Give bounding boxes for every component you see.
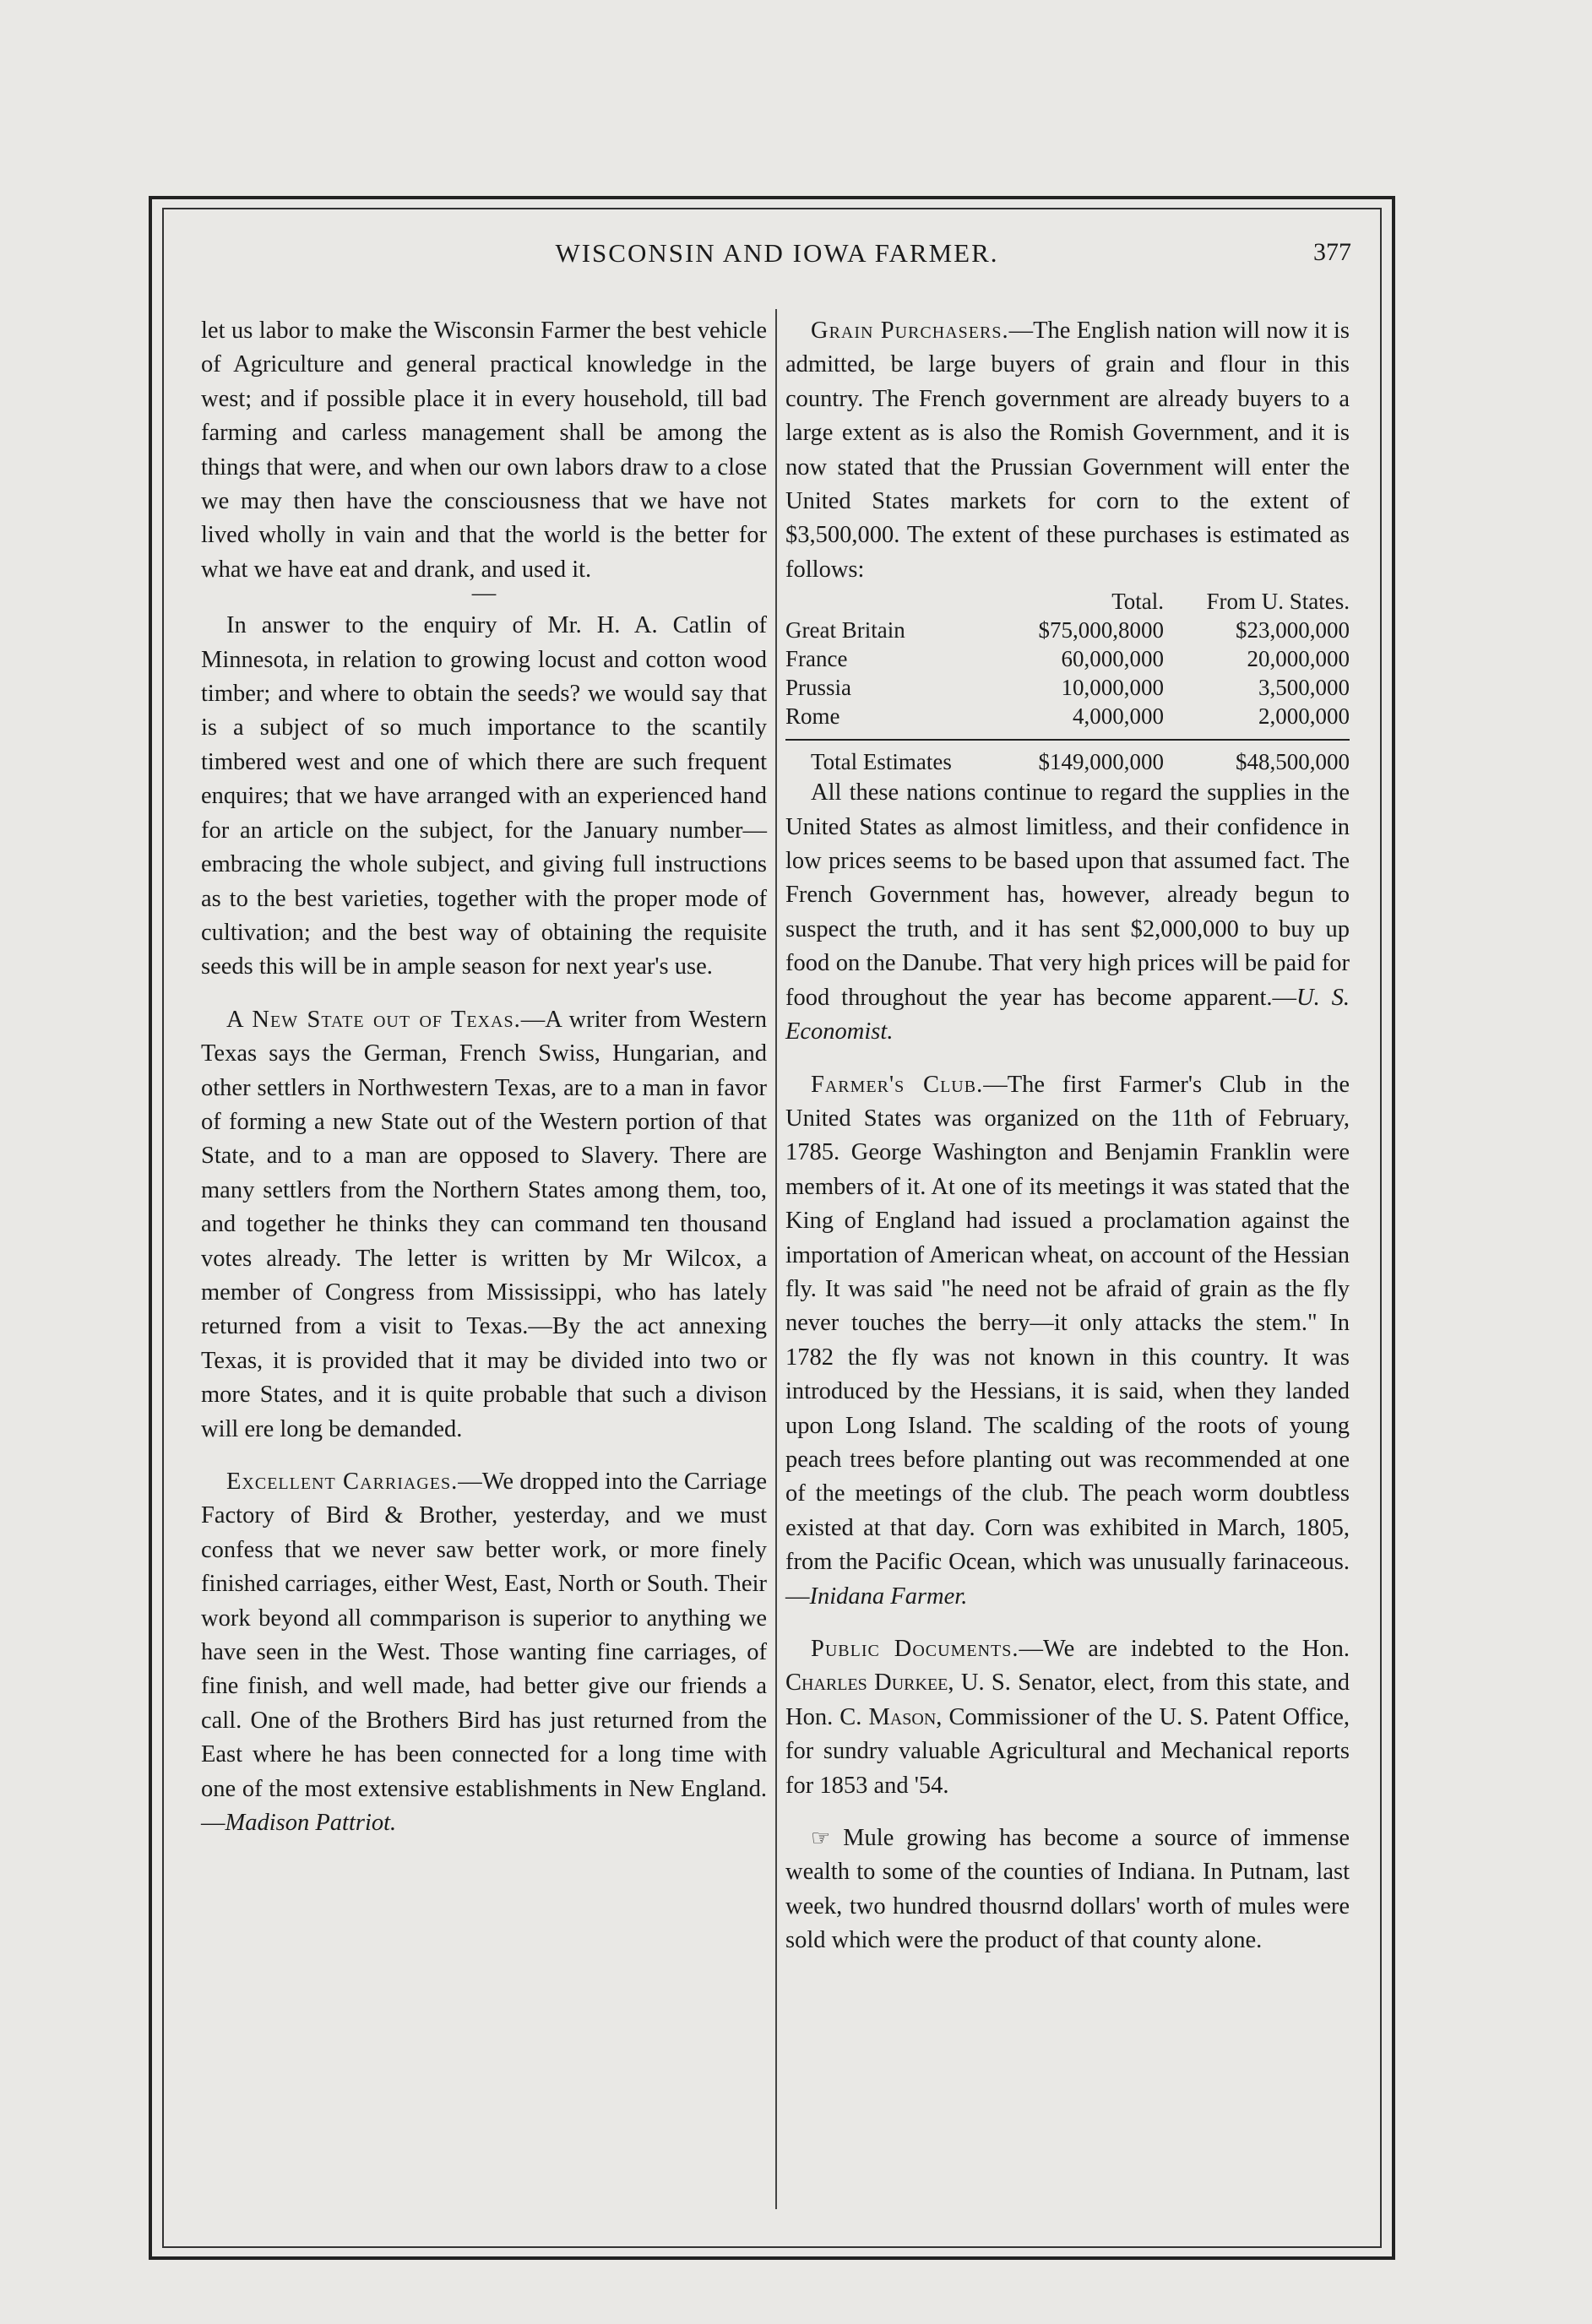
article-heading: Excellent Carriages. <box>226 1469 459 1495</box>
article-body: —The first Farmer's Club in the United States was organized on the 11th of February, 1785. George Washington and Benjamin Franklin were members of it. At one of its meetings it was stated that the King of England had issued a proclamation against the importation of American wheat, on account of the Hessian fly. It was said "he need not be afraid of grain as the fly never touches the berry—it only attacks the stem." In 1782 the fly was not known in this country. It was introduced by the Hessians, it is said, when they landed upon Long Island. The scalding of the roots of young peach trees before planting out was recommended at one of the meetings of the club. The peach worm doubtless existed at that day. Corn was exhibited in March, 1805, from the Pacific Ocean, which was unusually farinaceous.— <box>785 1071 1350 1610</box>
country-cell: Rome <box>785 703 840 730</box>
article-locust-timber: In answer to the enquiry of Mr. H. A. Catlin of Minnesota, in relation to growing locust and cotton wood timber; and where to obtain the seeds? we would say that is a subject of so much importance to the scantily timbered west and one of which there are such frequent enquires; that we have arranged with an experienced hand for an article on the subject, for the January number—embracing the whole subject, and giving full instructions as to the best varieties, together with the proper mode of cultivation; and the best way of obtaining the requisite seeds this will be in ample season for next year's use. <box>201 612 767 980</box>
page-number: 377 <box>1313 238 1351 266</box>
article-public-documents <box>785 1632 1350 1803</box>
from-us-cell: $23,000,000 <box>1236 617 1350 643</box>
article-body: —We are indebted to the Hon. <box>1019 1636 1350 1662</box>
journal-title: WISCONSIN AND IOWA FARMER. <box>555 238 999 268</box>
table-header-row <box>785 587 1350 616</box>
article-mule-growing <box>785 1822 1350 1958</box>
person-name: Charles Durkee <box>785 1670 948 1697</box>
article-farmers-club <box>785 1068 1350 1615</box>
table-row <box>785 616 1350 644</box>
from-us-cell: 2,000,000 <box>1258 703 1350 730</box>
country-cell: France <box>785 646 848 672</box>
article-source: Madison Pattriot. <box>225 1810 397 1837</box>
total-cell: 60,000,000 <box>1061 646 1165 672</box>
column-header-from-us: From U. States. <box>1206 589 1350 615</box>
table-rule <box>785 730 1350 740</box>
total-cell: 4,000,000 <box>1073 703 1165 730</box>
article-heading: Farmer's Club. <box>811 1071 984 1098</box>
from-us-cell: 3,500,000 <box>1258 675 1350 701</box>
column-header-total: Total. <box>1111 589 1165 615</box>
article-heading: Grain Purchasers. <box>811 318 1009 344</box>
right-column <box>785 314 1350 1958</box>
person-name: Mason <box>868 1703 937 1730</box>
column-divider <box>775 309 777 2209</box>
total-cell: $75,000,8000 <box>1038 617 1165 643</box>
table-row <box>785 702 1350 730</box>
total-us-cell: $48,500,000 <box>1236 749 1350 775</box>
article-body: —A writer from Western Texas says the German, French Swiss, Hungarian, and other settlers in Northwestern Texas, are to a man in favor of forming a new State out of the Western portion of that State, and to a man are opposed to Slavery. There are many settlers from the Northern States among them, too, and together he thinks they can command ten thousand votes already. The letter is written by Mr Wilcox, a member of Congress from Mississippi, who has lately returned from a visit to Texas.—By the act annexing Texas, it is provided that it may be divided into two or more States, and it is quite probable that such a divison will ere long be demanded. <box>201 1006 767 1442</box>
pointing-hand-icon: ☞ <box>811 1826 831 1851</box>
section-separator: — <box>471 580 497 607</box>
article-body: —We dropped into the Carriage Factory of Bird & Brother, yesterday, and we must confess that we never saw better work, or more finely finished carriages, either West, East, North or South. Their work beyond all commparison is superior to anything we have seen in the West. Those wanting fine carriages, of fine finish, and well made, had better give our friends a call. One of the Brothers Bird has just returned from the East where he has been connected for a long time with one of the most extensive establishments in New England.— <box>201 1469 768 1837</box>
table-row <box>785 644 1350 673</box>
article-excellent-carriages <box>201 1465 767 1840</box>
from-us-cell: 20,000,000 <box>1247 646 1350 672</box>
total-value-cell: $149,000,000 <box>1038 749 1165 775</box>
article-continuation: let us labor to make the Wisconsin Farmer the best vehicle of Agriculture and general practical knowledge in the west; and if possible place it in every household, till bad farming and carless management shall be among the things that were, and when our own labors draw to a close we may then have the consciousness that we have not lived wholly in vain and that the world is the better for what we have eat and drank, and used it. <box>201 318 767 583</box>
article-body: Mule growing has become a source of immense wealth to some of the counties of Indiana. In Putnam, last week, two hundred thousrnd dollars' worth of mules were sold which were the product of that county alone. <box>785 1825 1350 1954</box>
grain-purchases-table <box>785 587 1350 776</box>
article-new-state-texas <box>201 1003 767 1447</box>
table-row <box>785 673 1350 702</box>
article-source: Inidana Farmer. <box>809 1583 968 1610</box>
total-label-cell: Total Estimates <box>811 749 952 775</box>
left-column <box>201 314 767 1840</box>
article-body: All these nations continue to regard the supplies in the United States as almost limitless, and their confidence in low prices seems to be based upon that assumed fact. The French Government has, however, already begun to suspect the truth, and it has sent $2,000,000 to buy up food on the Danube. That very high prices will be paid for food throughout the year has become apparent.— <box>785 779 1350 1011</box>
country-cell: Prussia <box>785 675 852 701</box>
article-grain-supplies <box>785 776 1350 1049</box>
article-body: —The English nation will now it is admitted, be large buyers of grain and flour in this country. The French government are already buyers to a large extent as is also the Romish Government, and it is now stated that the Prussian Government will enter the United States markets for corn to the extent of $3,500,000. The extent of these purchases is estimated as follows: <box>785 318 1350 583</box>
country-cell: Great Britain <box>785 617 905 643</box>
article-grain-purchasers <box>785 314 1350 587</box>
article-body: , Commissioner of the U. S. Patent Office, for sundry valuable Agricultural and Mechanical reports for 1853 and '54. <box>785 1703 1350 1799</box>
article-body: , U. S. Senator, elect, from this state, and Hon. C. <box>785 1670 1350 1730</box>
total-cell: 10,000,000 <box>1061 675 1165 701</box>
article-heading: A New State out of Texas. <box>226 1006 521 1033</box>
article-source: U. S. Economist. <box>785 984 1350 1045</box>
table-total-row <box>785 740 1350 776</box>
article-heading: Public Documents. <box>811 1636 1019 1662</box>
running-header <box>186 238 1368 280</box>
